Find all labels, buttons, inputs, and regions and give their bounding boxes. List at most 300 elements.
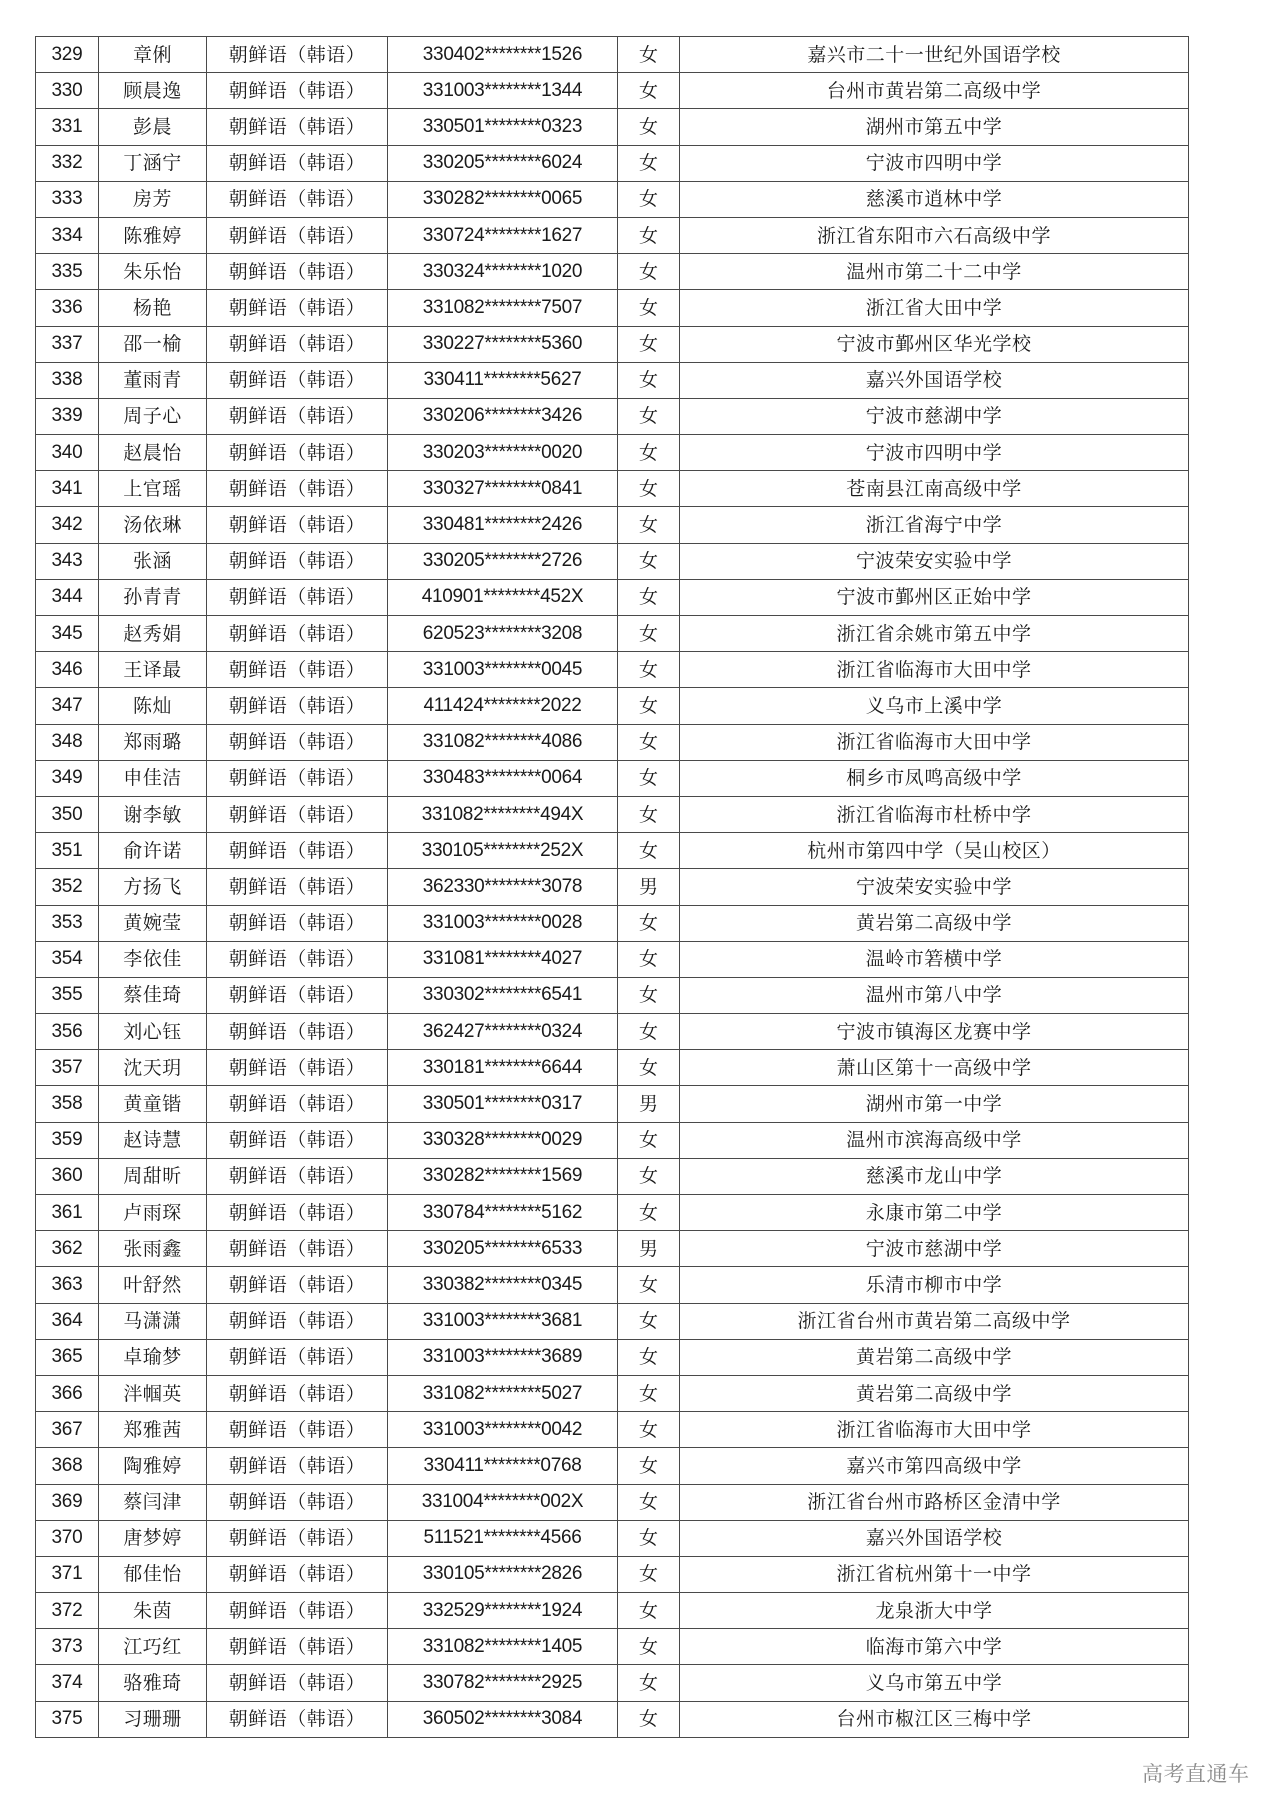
student-roster-table [35,36,1189,1738]
row-number-cell: 343 [36,543,99,579]
row-number-cell: 371 [36,1556,99,1592]
table-row [36,1122,1189,1158]
language-cell: 朝鲜语（韩语） [207,688,388,724]
school-cell: 乐清市柳市中学 [680,1267,1189,1303]
gender-cell: 女 [618,290,680,326]
language-cell: 朝鲜语（韩语） [207,1122,388,1158]
language-cell: 朝鲜语（韩语） [207,1701,388,1737]
gender-cell: 女 [618,1520,680,1556]
school-cell: 宁波市鄞州区华光学校 [680,326,1189,362]
table-row [36,471,1189,507]
gender-cell: 女 [618,326,680,362]
id-number-cell: 330205********6024 [388,145,618,181]
student-name-cell: 刘心钰 [99,1014,207,1050]
id-number-cell: 331082********494X [388,796,618,832]
id-number-cell: 362330********3078 [388,869,618,905]
school-cell: 浙江省临海市大田中学 [680,652,1189,688]
school-cell: 永康市第二中学 [680,1195,1189,1231]
school-cell: 萧山区第十一高级中学 [680,1050,1189,1086]
roster-sheet [35,36,1188,1738]
language-cell: 朝鲜语（韩语） [207,398,388,434]
student-name-cell: 习珊珊 [99,1701,207,1737]
language-cell: 朝鲜语（韩语） [207,290,388,326]
school-cell: 宁波荣安实验中学 [680,543,1189,579]
school-cell: 宁波市鄞州区正始中学 [680,579,1189,615]
row-number-cell: 368 [36,1448,99,1484]
gender-cell: 女 [618,652,680,688]
school-cell: 浙江省台州市黄岩第二高级中学 [680,1303,1189,1339]
gender-cell: 女 [618,435,680,471]
school-cell: 嘉兴外国语学校 [680,362,1189,398]
school-cell: 宁波市四明中学 [680,435,1189,471]
table-row [36,869,1189,905]
student-name-cell: 蔡闫津 [99,1484,207,1520]
language-cell: 朝鲜语（韩语） [207,977,388,1013]
gender-cell: 女 [618,1303,680,1339]
language-cell: 朝鲜语（韩语） [207,543,388,579]
table-row [36,652,1189,688]
language-cell: 朝鲜语（韩语） [207,1014,388,1050]
table-row [36,1448,1189,1484]
row-number-cell: 345 [36,616,99,652]
gender-cell: 女 [618,1014,680,1050]
student-name-cell: 沈天玥 [99,1050,207,1086]
gender-cell: 女 [618,1050,680,1086]
table-row [36,1665,1189,1701]
student-name-cell: 邵一榆 [99,326,207,362]
id-number-cell: 330481********2426 [388,507,618,543]
student-name-cell: 郑雅茜 [99,1412,207,1448]
school-cell: 浙江省海宁中学 [680,507,1189,543]
gender-cell: 女 [618,109,680,145]
student-name-cell: 陶雅婷 [99,1448,207,1484]
language-cell: 朝鲜语（韩语） [207,724,388,760]
id-number-cell: 411424********2022 [388,688,618,724]
gender-cell: 女 [618,507,680,543]
row-number-cell: 367 [36,1412,99,1448]
table-row [36,688,1189,724]
student-name-cell: 卢雨琛 [99,1195,207,1231]
gender-cell: 女 [618,1267,680,1303]
table-row [36,833,1189,869]
gender-cell: 女 [618,1629,680,1665]
id-number-cell: 331082********1405 [388,1629,618,1665]
gender-cell: 女 [618,1158,680,1194]
id-number-cell: 331003********0045 [388,652,618,688]
gender-cell: 女 [618,398,680,434]
gender-cell: 女 [618,941,680,977]
id-number-cell: 330782********2925 [388,1665,618,1701]
language-cell: 朝鲜语（韩语） [207,1520,388,1556]
language-cell: 朝鲜语（韩语） [207,1303,388,1339]
row-number-cell: 350 [36,796,99,832]
table-row [36,109,1189,145]
row-number-cell: 360 [36,1158,99,1194]
gender-cell: 男 [618,1231,680,1267]
table-row [36,1086,1189,1122]
school-cell: 温州市滨海高级中学 [680,1122,1189,1158]
student-name-cell: 房芳 [99,181,207,217]
row-number-cell: 369 [36,1484,99,1520]
row-number-cell: 351 [36,833,99,869]
id-number-cell: 330105********252X [388,833,618,869]
language-cell: 朝鲜语（韩语） [207,1195,388,1231]
student-name-cell: 王译最 [99,652,207,688]
student-name-cell: 孙青青 [99,579,207,615]
student-name-cell: 张涵 [99,543,207,579]
row-number-cell: 370 [36,1520,99,1556]
table-row [36,37,1189,73]
row-number-cell: 366 [36,1375,99,1411]
table-row [36,579,1189,615]
gender-cell: 女 [618,1665,680,1701]
table-row [36,543,1189,579]
school-cell: 湖州市第一中学 [680,1086,1189,1122]
watermark-text: 高考直通车 [1142,1762,1250,1786]
school-cell: 桐乡市凤鸣高级中学 [680,760,1189,796]
student-name-cell: 陈雅婷 [99,217,207,253]
table-row [36,435,1189,471]
id-number-cell: 330501********0323 [388,109,618,145]
school-cell: 浙江省临海市大田中学 [680,1412,1189,1448]
table-row [36,1412,1189,1448]
language-cell: 朝鲜语（韩语） [207,833,388,869]
language-cell: 朝鲜语（韩语） [207,254,388,290]
id-number-cell: 330205********6533 [388,1231,618,1267]
student-name-cell: 黄婉莹 [99,905,207,941]
row-number-cell: 335 [36,254,99,290]
school-cell: 嘉兴市二十一世纪外国语学校 [680,37,1189,73]
id-number-cell: 330324********1020 [388,254,618,290]
table-row [36,1375,1189,1411]
id-number-cell: 330206********3426 [388,398,618,434]
row-number-cell: 329 [36,37,99,73]
id-number-cell: 331003********3689 [388,1339,618,1375]
id-number-cell: 332529********1924 [388,1593,618,1629]
id-number-cell: 331003********0028 [388,905,618,941]
gender-cell: 女 [618,977,680,1013]
gender-cell: 女 [618,833,680,869]
language-cell: 朝鲜语（韩语） [207,507,388,543]
id-number-cell: 330181********6644 [388,1050,618,1086]
gender-cell: 女 [618,1375,680,1411]
school-cell: 义乌市上溪中学 [680,688,1189,724]
id-number-cell: 331003********1344 [388,73,618,109]
student-name-cell: 赵晨怡 [99,435,207,471]
language-cell: 朝鲜语（韩语） [207,796,388,832]
school-cell: 湖州市第五中学 [680,109,1189,145]
gender-cell: 女 [618,73,680,109]
row-number-cell: 346 [36,652,99,688]
language-cell: 朝鲜语（韩语） [207,616,388,652]
school-cell: 黄岩第二高级中学 [680,1375,1189,1411]
table-row [36,977,1189,1013]
row-number-cell: 365 [36,1339,99,1375]
table-row [36,941,1189,977]
table-row [36,1520,1189,1556]
language-cell: 朝鲜语（韩语） [207,181,388,217]
language-cell: 朝鲜语（韩语） [207,1629,388,1665]
school-cell: 浙江省余姚市第五中学 [680,616,1189,652]
gender-cell: 女 [618,1339,680,1375]
gender-cell: 女 [618,145,680,181]
table-row [36,362,1189,398]
student-name-cell: 李依佳 [99,941,207,977]
table-row [36,398,1189,434]
row-number-cell: 337 [36,326,99,362]
id-number-cell: 331003********3681 [388,1303,618,1339]
id-number-cell: 620523********3208 [388,616,618,652]
table-row [36,724,1189,760]
school-cell: 义乌市第五中学 [680,1665,1189,1701]
gender-cell: 女 [618,362,680,398]
row-number-cell: 356 [36,1014,99,1050]
student-name-cell: 黄童锴 [99,1086,207,1122]
language-cell: 朝鲜语（韩语） [207,1375,388,1411]
gender-cell: 女 [618,905,680,941]
table-row [36,1231,1189,1267]
id-number-cell: 330724********1627 [388,217,618,253]
gender-cell: 女 [618,579,680,615]
id-number-cell: 410901********452X [388,579,618,615]
table-row [36,1050,1189,1086]
language-cell: 朝鲜语（韩语） [207,1448,388,1484]
gender-cell: 女 [618,760,680,796]
language-cell: 朝鲜语（韩语） [207,217,388,253]
school-cell: 杭州市第四中学（吴山校区） [680,833,1189,869]
school-cell: 台州市黄岩第二高级中学 [680,73,1189,109]
table-row [36,507,1189,543]
row-number-cell: 359 [36,1122,99,1158]
row-number-cell: 374 [36,1665,99,1701]
student-name-cell: 顾晨逸 [99,73,207,109]
row-number-cell: 358 [36,1086,99,1122]
table-row [36,905,1189,941]
id-number-cell: 330327********0841 [388,471,618,507]
student-name-cell: 汤依琳 [99,507,207,543]
table-row [36,181,1189,217]
student-name-cell: 张雨鑫 [99,1231,207,1267]
gender-cell: 女 [618,724,680,760]
student-name-cell: 俞许诺 [99,833,207,869]
school-cell: 温州市第二十二中学 [680,254,1189,290]
language-cell: 朝鲜语（韩语） [207,1267,388,1303]
school-cell: 宁波市四明中学 [680,145,1189,181]
language-cell: 朝鲜语（韩语） [207,362,388,398]
language-cell: 朝鲜语（韩语） [207,1231,388,1267]
id-number-cell: 331004********002X [388,1484,618,1520]
student-name-cell: 周甜昕 [99,1158,207,1194]
id-number-cell: 330282********1569 [388,1158,618,1194]
gender-cell: 女 [618,37,680,73]
row-number-cell: 336 [36,290,99,326]
language-cell: 朝鲜语（韩语） [207,73,388,109]
id-number-cell: 330382********0345 [388,1267,618,1303]
student-name-cell: 杨艳 [99,290,207,326]
student-name-cell: 彭晨 [99,109,207,145]
row-number-cell: 332 [36,145,99,181]
table-row [36,326,1189,362]
student-name-cell: 骆雅琦 [99,1665,207,1701]
student-name-cell: 朱乐怡 [99,254,207,290]
student-name-cell: 江巧红 [99,1629,207,1665]
table-row [36,616,1189,652]
row-number-cell: 334 [36,217,99,253]
id-number-cell: 511521********4566 [388,1520,618,1556]
table-row [36,1303,1189,1339]
row-number-cell: 372 [36,1593,99,1629]
language-cell: 朝鲜语（韩语） [207,1665,388,1701]
language-cell: 朝鲜语（韩语） [207,760,388,796]
gender-cell: 女 [618,1593,680,1629]
school-cell: 宁波市镇海区龙赛中学 [680,1014,1189,1050]
language-cell: 朝鲜语（韩语） [207,145,388,181]
school-cell: 浙江省东阳市六石高级中学 [680,217,1189,253]
id-number-cell: 330411********0768 [388,1448,618,1484]
table-row [36,217,1189,253]
row-number-cell: 339 [36,398,99,434]
table-row [36,1629,1189,1665]
gender-cell: 女 [618,1412,680,1448]
school-cell: 浙江省临海市杜桥中学 [680,796,1189,832]
gender-cell: 女 [618,254,680,290]
school-cell: 苍南县江南高级中学 [680,471,1189,507]
table-row [36,254,1189,290]
student-name-cell: 申佳洁 [99,760,207,796]
student-name-cell: 上官瑶 [99,471,207,507]
student-name-cell: 郁佳怡 [99,1556,207,1592]
id-number-cell: 330402********1526 [388,37,618,73]
language-cell: 朝鲜语（韩语） [207,1050,388,1086]
language-cell: 朝鲜语（韩语） [207,941,388,977]
school-cell: 宁波市慈湖中学 [680,1231,1189,1267]
row-number-cell: 344 [36,579,99,615]
table-row [36,1158,1189,1194]
id-number-cell: 330227********5360 [388,326,618,362]
table-row [36,1593,1189,1629]
row-number-cell: 357 [36,1050,99,1086]
student-name-cell: 郑雨璐 [99,724,207,760]
student-name-cell: 周子心 [99,398,207,434]
student-name-cell: 赵秀娟 [99,616,207,652]
language-cell: 朝鲜语（韩语） [207,435,388,471]
gender-cell: 女 [618,217,680,253]
row-number-cell: 375 [36,1701,99,1737]
gender-cell: 女 [618,616,680,652]
gender-cell: 男 [618,869,680,905]
row-number-cell: 342 [36,507,99,543]
language-cell: 朝鲜语（韩语） [207,326,388,362]
row-number-cell: 340 [36,435,99,471]
school-cell: 嘉兴外国语学校 [680,1520,1189,1556]
row-number-cell: 353 [36,905,99,941]
row-number-cell: 362 [36,1231,99,1267]
id-number-cell: 330203********0020 [388,435,618,471]
school-cell: 温岭市箬横中学 [680,941,1189,977]
row-number-cell: 347 [36,688,99,724]
school-cell: 嘉兴市第四高级中学 [680,1448,1189,1484]
id-number-cell: 330411********5627 [388,362,618,398]
student-name-cell: 赵诗慧 [99,1122,207,1158]
row-number-cell: 349 [36,760,99,796]
student-name-cell: 董雨青 [99,362,207,398]
student-name-cell: 章俐 [99,37,207,73]
row-number-cell: 333 [36,181,99,217]
student-name-cell: 唐梦婷 [99,1520,207,1556]
language-cell: 朝鲜语（韩语） [207,1086,388,1122]
language-cell: 朝鲜语（韩语） [207,1339,388,1375]
school-cell: 宁波市慈湖中学 [680,398,1189,434]
row-number-cell: 338 [36,362,99,398]
row-number-cell: 352 [36,869,99,905]
id-number-cell: 330328********0029 [388,1122,618,1158]
table-row [36,1484,1189,1520]
row-number-cell: 373 [36,1629,99,1665]
gender-cell: 女 [618,1701,680,1737]
school-cell: 黄岩第二高级中学 [680,905,1189,941]
id-number-cell: 330483********0064 [388,760,618,796]
id-number-cell: 362427********0324 [388,1014,618,1050]
student-name-cell: 陈灿 [99,688,207,724]
student-name-cell: 泮帼英 [99,1375,207,1411]
row-number-cell: 363 [36,1267,99,1303]
table-row [36,1195,1189,1231]
gender-cell: 女 [618,796,680,832]
language-cell: 朝鲜语（韩语） [207,1158,388,1194]
id-number-cell: 330784********5162 [388,1195,618,1231]
language-cell: 朝鲜语（韩语） [207,1556,388,1592]
table-row [36,145,1189,181]
school-cell: 温州市第八中学 [680,977,1189,1013]
id-number-cell: 331082********4086 [388,724,618,760]
id-number-cell: 331082********7507 [388,290,618,326]
row-number-cell: 354 [36,941,99,977]
row-number-cell: 341 [36,471,99,507]
table-row [36,1014,1189,1050]
language-cell: 朝鲜语（韩语） [207,905,388,941]
table-row [36,796,1189,832]
student-name-cell: 叶舒然 [99,1267,207,1303]
school-cell: 浙江省台州市路桥区金清中学 [680,1484,1189,1520]
id-number-cell: 360502********3084 [388,1701,618,1737]
gender-cell: 女 [618,1556,680,1592]
gender-cell: 女 [618,1195,680,1231]
school-cell: 临海市第六中学 [680,1629,1189,1665]
gender-cell: 女 [618,688,680,724]
table-row [36,1556,1189,1592]
student-name-cell: 丁涵宁 [99,145,207,181]
language-cell: 朝鲜语（韩语） [207,1412,388,1448]
id-number-cell: 331082********5027 [388,1375,618,1411]
school-cell: 慈溪市龙山中学 [680,1158,1189,1194]
language-cell: 朝鲜语（韩语） [207,652,388,688]
gender-cell: 女 [618,1122,680,1158]
id-number-cell: 330205********2726 [388,543,618,579]
language-cell: 朝鲜语（韩语） [207,869,388,905]
student-name-cell: 谢李敏 [99,796,207,832]
table-row [36,290,1189,326]
row-number-cell: 348 [36,724,99,760]
language-cell: 朝鲜语（韩语） [207,109,388,145]
id-number-cell: 330302********6541 [388,977,618,1013]
school-cell: 黄岩第二高级中学 [680,1339,1189,1375]
table-row [36,73,1189,109]
row-number-cell: 331 [36,109,99,145]
student-name-cell: 蔡佳琦 [99,977,207,1013]
gender-cell: 女 [618,543,680,579]
gender-cell: 女 [618,1448,680,1484]
id-number-cell: 330501********0317 [388,1086,618,1122]
